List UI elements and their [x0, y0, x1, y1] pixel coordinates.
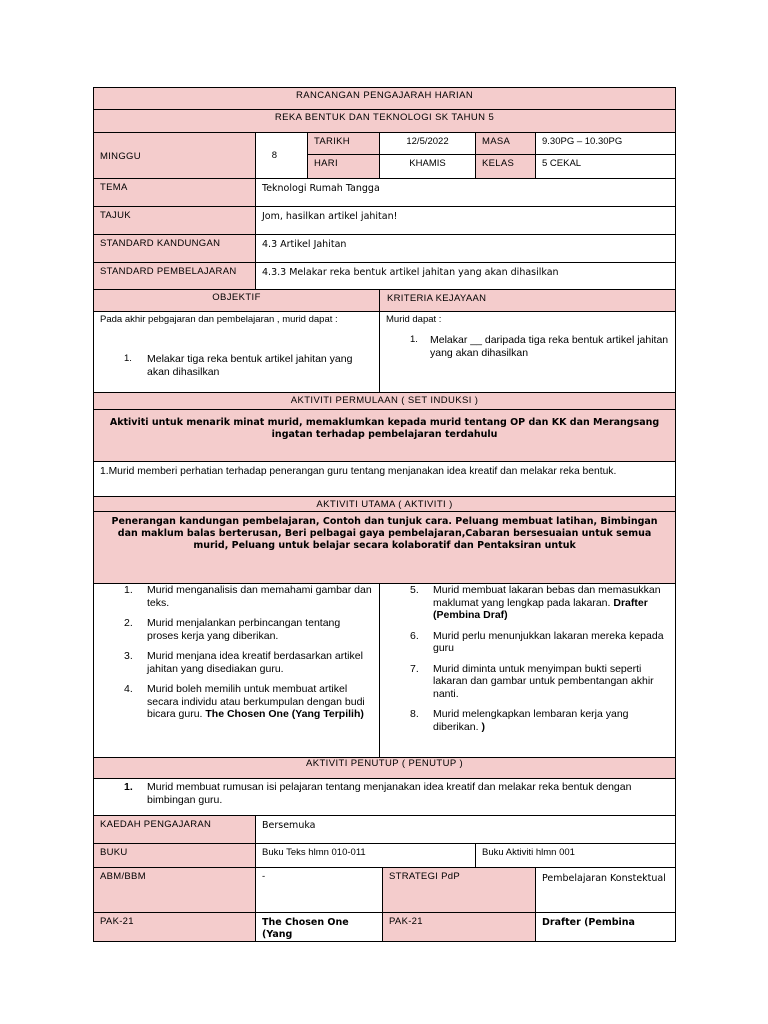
document-title: RANCANGAN PENGAJARAH HARIAN: [94, 88, 676, 110]
objektif-cell: [94, 312, 380, 393]
activity-item-text: Murid boleh memilih untuk membuat artikel secara individu atau berkumpulan dengan budi bicara guru.: [147, 683, 365, 720]
buku-aktiviti-value: Buku Aktiviti hlmn 001: [476, 844, 676, 868]
kriteria-intro: Murid dapat :: [386, 314, 442, 325]
pak21-value-2: Drafter (Pembina: [536, 913, 676, 942]
activity-item: [100, 650, 373, 675]
utama-header: AKTIVITI UTAMA ( AKTIVITI ): [94, 497, 676, 512]
penutup-cell: [94, 779, 676, 816]
kaedah-label: KAEDAH PENGAJARAN: [94, 816, 256, 844]
objektif-item-text: Melakar tiga reka bentuk artikel jahitan yang akan dihasilkan: [147, 353, 353, 378]
activity-item-text: Murid diminta untuk menyimpan bukti seperti lakaran dan gambar untuk pembentangan akhir nanti.: [433, 662, 654, 700]
activity-item-number: 7.: [410, 662, 419, 675]
activity-item-number: 3.: [124, 650, 133, 662]
tema-label: TEMA: [94, 179, 256, 207]
utama-left-list: [100, 584, 373, 721]
kriteria-item-number: 1.: [410, 334, 418, 345]
penutup-item: [100, 781, 669, 806]
activity-item-role: Drafter (Pembina Draf): [433, 596, 648, 621]
buku-label: BUKU: [94, 844, 256, 868]
tarikh-label: TARIKH: [308, 133, 380, 155]
pak21-value-1: The Chosen One (Yang: [256, 913, 383, 942]
activity-item-number: 6.: [410, 629, 419, 642]
permulaan-header: AKTIVITI PERMULAAN ( SET INDUKSI ): [94, 393, 676, 410]
kelas-label: KELAS: [476, 155, 536, 179]
utama-left-cell: [94, 584, 380, 758]
objektif-item: [100, 353, 373, 378]
kriteria-item: [386, 334, 669, 359]
objektif-item-number: 1.: [124, 353, 132, 364]
activity-item-text: Murid menganalisis dan memahami gambar dan teks.: [147, 584, 372, 609]
activity-item-number: 8.: [410, 708, 419, 720]
activity-item: [386, 708, 669, 733]
activity-item: [386, 663, 669, 701]
activity-item-text: Murid menjana idea kreatif berdasarkan artikel jahitan yang disediakan guru.: [147, 650, 363, 675]
permulaan-detail: 1.Murid memberi perhatian terhadap penerangan guru tentang menjanakan idea kreatif dan melakar reka bentuk.: [94, 462, 676, 497]
objektif-intro: Pada akhir pebgajaran dan pembelajaran , murid dapat :: [100, 314, 338, 325]
standard-pembelajaran-label: STANDARD PEMBELAJARAN: [94, 263, 256, 290]
kriteria-cell: [380, 312, 676, 393]
kaedah-value: Bersemuka: [256, 816, 676, 844]
kelas-value: 5 CEKAL: [536, 155, 676, 179]
activity-item-text: Murid menjalankan perbincangan tentang proses kerja yang diberikan.: [147, 617, 341, 642]
activity-item-role: ): [481, 720, 485, 733]
tarikh-value: 12/5/2022: [380, 133, 476, 155]
activity-item-text: Murid perlu menunjukkan lakaran mereka kepada guru: [433, 629, 664, 654]
pak21-label-1: PAK-21: [94, 913, 256, 942]
activity-item-text: Murid membuat lakaran bebas dan memasukkan maklumat yang lengkap pada lakaran.: [433, 584, 661, 609]
standard-kandungan-label: STANDARD KANDUNGAN: [94, 235, 256, 263]
lesson-plan-table: [93, 87, 676, 942]
kriteria-header: KRITERIA KEJAYAAN: [380, 290, 676, 312]
activity-item-role: The Chosen One (Yang Terpilih): [205, 708, 364, 720]
activity-item-number: 5.: [410, 584, 419, 596]
activity-item: [386, 584, 669, 622]
penutup-item-number: 1.: [124, 781, 133, 793]
kriteria-list: [386, 334, 669, 359]
penutup-item-text: Murid membuat rumusan isi pelajaran tentang menjanakan idea kreatif dan melakar reka bentuk dengan bimbingan guru.: [147, 781, 632, 806]
objektif-list: [100, 353, 373, 378]
activity-item: [100, 617, 373, 642]
activity-item-number: 2.: [124, 617, 133, 629]
tema-value: Teknologi Rumah Tangga: [256, 179, 676, 207]
hari-value: KHAMIS: [380, 155, 476, 179]
activity-item-text: Murid melengkapkan lembaran kerja yang diberikan.: [433, 708, 629, 733]
pak21-label-2: PAK-21: [383, 913, 536, 942]
activity-item: [386, 630, 669, 655]
buku-teks-value: Buku Teks hlmn 010-011: [256, 844, 476, 868]
hari-label: HARI: [308, 155, 380, 179]
activity-item: [100, 683, 373, 721]
masa-label: MASA: [476, 133, 536, 155]
abm-value: -: [256, 868, 383, 913]
strategi-label: STRATEGI PdP: [383, 868, 536, 913]
tajuk-label: TAJUK: [94, 207, 256, 235]
standard-kandungan-value: 4.3 Artikel Jahitan: [256, 235, 676, 263]
kriteria-item-text: Melakar __ daripada tiga reka bentuk artikel jahitan yang akan dihasilkan: [430, 334, 669, 359]
utama-right-cell: [380, 584, 676, 758]
utama-right-list: [386, 584, 669, 733]
abm-label: ABM/BBM: [94, 868, 256, 913]
activity-item-number: 4.: [124, 683, 133, 695]
objektif-header: OBJEKTIF: [94, 290, 380, 312]
activity-item: [100, 584, 373, 609]
standard-pembelajaran-value: 4.3.3 Melakar reka bentuk artikel jahitan yang akan dihasilkan: [256, 263, 676, 290]
lesson-plan-document: [93, 87, 675, 942]
subject-title: REKA BENTUK DAN TEKNOLOGI SK TAHUN 5: [94, 110, 676, 133]
minggu-value: 8: [256, 133, 308, 179]
strategi-value: Pembelajaran Konstektual: [536, 868, 676, 913]
permulaan-summary: Aktiviti untuk menarik minat murid, memaklumkan kepada murid tentang OP dan KK dan Merangsang ingatan terhadap pembelajaran terdahulu: [94, 410, 676, 462]
minggu-label: MINGGU: [94, 133, 256, 179]
activity-item-number: 1.: [124, 584, 133, 596]
penutup-header: AKTIVITI PENUTUP ( PENUTUP ): [94, 758, 676, 779]
utama-summary: Penerangan kandungan pembelajaran, Contoh dan tunjuk cara. Peluang membuat latihan, Bimbingan dan maklum balas berterusan, Beri pelbagai gaya pembelajaran,Cabaran bersesuaian untuk semua murid, Peluang untuk belajar secara kolaboratif dan Pentaksiran untuk: [94, 512, 676, 584]
masa-value: 9.30PG – 10.30PG: [536, 133, 676, 155]
penutup-list: [100, 781, 669, 806]
tajuk-value: Jom, hasilkan artikel jahitan!: [256, 207, 676, 235]
